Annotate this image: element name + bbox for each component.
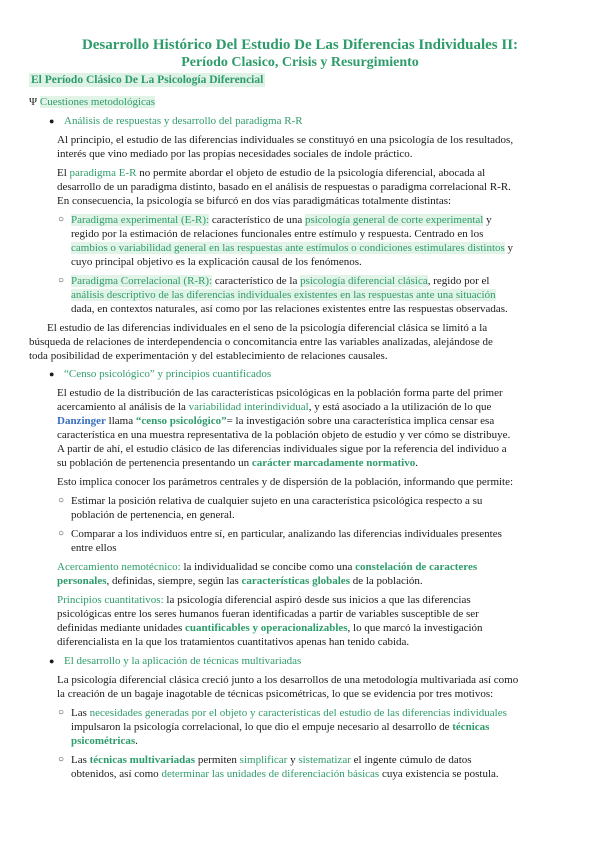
sub2-p4-line: diferencialista en la que los tratamientos cuantitativos apenas han tenido cabida. [57,636,410,648]
circle-bullet-icon: ○ [58,275,65,286]
sub2-p1-line [57,414,494,428]
text: , y está asociado a la utilización de lo que [308,401,492,413]
circle-bullet-icon: ○ [58,528,65,539]
sub1-item1-line: cuyo principal objetivo es la explicación causal de los fenómenos. [71,256,362,268]
sub1-p2-line: desarrollo de un paradigma distinto, basado en el análisis de respuestas o paradigma correlacional R-R. [57,181,511,193]
sub2-title: “Censo psicológico” y principios cuantificados [64,368,272,380]
term-variabilidad: variabilidad interindividual [188,401,309,413]
text: característico de la [212,275,301,287]
sub2-p4-line: psicológicas entre los seres humanos fueran identificadas a partir de variables susceptible de ser [57,608,479,620]
sub3-item1-line [71,734,138,748]
bullet-icon: ● [49,116,55,126]
text: . [135,735,138,747]
term-psicologia-general: psicología general de corte experimental [304,214,484,226]
sub1-item1-line: regido por la estimación de relaciones funcionales entre estímulo y respuesta. Centrado en los [71,228,484,240]
text: , lo que marcó la investigación [347,622,483,634]
text: obtenidos, así como [71,768,162,780]
circle-bullet-icon: ○ [58,495,65,506]
sub2-p1-line: característica en una muestra representativa de la población objeto de estudio y ver cómo se distribuye. [57,429,511,441]
circle-bullet-icon: ○ [58,214,65,225]
term-normativo: carácter marcadamente normativo [251,457,416,469]
sub2-p1-line: A partir de ahí, el estudio clásico de las diferencias individuales sigue por la referencia del individuo a [57,443,507,455]
term-principios: Principios cuantitativos: [57,594,164,606]
psi-icon: Ψ [29,96,38,108]
bullet-icon: ● [49,656,55,666]
term-acercamiento: Acercamiento nemotécnico: [57,561,181,573]
sub1-p3-line: toda posibilidad de experimentación y del establecimiento de relaciones causales. [29,350,388,362]
sub3-p1-line: La psicología diferencial clásica creció junto a los desarrollos de una metodología multivariada así como [57,674,519,686]
term-psicometricas: psicométricas [71,735,136,747]
text: la psicología diferencial aspiró desde sus inicios a que las diferencias [163,594,471,606]
sub2-item-line: Estimar la posición relativa de cualquier sujeto en una característica psicológica respecto a su [71,495,483,507]
sub2-item-line: Comparar a los individuos entre sí, en particular, analizando las diferencias individuales presentes [71,528,502,540]
bullet-icon: ● [49,369,55,379]
sub3-p1-line: la creación de un bagaje inagotable de técnicas psicométricas, lo que se evidencia por tres motivos: [57,688,494,700]
term-analisis-descriptivo: análisis descriptivo de las diferencias individuales existentes en las respuestas ante una situación [71,289,496,301]
text: de la población. [349,575,423,587]
text: Las [71,707,90,719]
text: llama [105,415,136,427]
sub3-item2-line [71,753,472,767]
text: Las [71,754,90,766]
sub2-p1-line [57,456,418,470]
text: . [415,457,418,469]
text: , definidas, siempre, según las [106,575,242,587]
term-multivariadas: técnicas multivariadas [89,754,196,766]
sub2-p3-line [57,560,477,574]
sub2-p3-line [57,574,423,588]
text: permiten [195,754,240,766]
sub2-p1-line [57,400,491,414]
sub1-item2-line [71,274,489,288]
sub1-p1-line: interés que vino mediado por las propias necesidades sociales de índole práctico. [57,148,413,160]
text: y [483,214,492,226]
sub2-p2: Esto implica conocer los parámetros centrales y de dispersión de la población, informando que permite: [57,476,514,488]
methodology-heading [29,95,155,109]
sub1-item2-line: dada, en contextos naturales, así como por las relaciones existentes entre las respuestas observadas. [71,303,508,315]
sub2-p4-line [57,621,483,635]
term-unidades: determinar las unidades de diferenciación básicas [161,768,380,780]
text: y [504,242,514,254]
text: cuya existencia se postula. [379,768,499,780]
sub2-p1-line: El estudio de la distribución de las características psicológicas en la población forma parte del primer [57,387,503,399]
term-paradigma-experimental: Paradigma experimental (E-R): [71,214,210,226]
sub2-item-line: entre ellos [71,542,117,554]
sub1-p1-line: Al principio, el estudio de las diferencias individuales se constituyó en una psicología de los resultados, [57,134,514,146]
term-psicologia-diferencial: psicología diferencial clásica [300,275,428,287]
text: no permite abordar el objeto de estudio de la psicología diferencial, abocada al [136,167,486,179]
sub1-item1-line [71,241,513,255]
text: y [287,754,299,766]
term-sistematizar: sistematizar [298,754,351,766]
text: impulsaron la psicología correlacional, lo que dio el empuje necesario al desarrollo de [71,721,453,733]
author-danzinger: Danzinger [57,415,106,427]
circle-bullet-icon: ○ [58,707,65,718]
term-paradigma-er: paradigma E-R [69,167,137,179]
sub1-p2-line: En consecuencia, la psicología se bifurcó en dos vías paradigmáticas totalmente distintas: [57,195,452,207]
term-globales: características globales [241,575,350,587]
text: acercamiento al análisis de la [57,401,189,413]
text: el ingente cúmulo de datos [350,754,472,766]
section-title: El Período Clásico De La Psicología Diferencial [31,74,264,86]
text: definidas mediante unidades [57,622,185,634]
document-subtitle: Período Clasico, Crisis y Resurgimiento [181,55,419,70]
term-simplificar: simplificar [239,754,288,766]
term-cambios-variabilidad: cambios o variabilidad general en las respuestas ante estímulos o condiciones estimulares distintos [71,242,505,254]
sub1-p3-line: búsqueda de relaciones de interdependencia o concomitancia entre las variables analizadas, alejándose de [29,336,493,348]
term-paradigma-correlacional: Paradigma Correlacional (R-R): [71,275,213,287]
sub3-item1-line [71,720,489,734]
methodology-heading-label: Cuestiones metodológicas [39,96,156,108]
sub2-item-line: población de pertenencia, en general. [71,509,235,521]
text: su población de pertenencia presentando un [57,457,252,469]
text: característico de una [209,214,305,226]
sub2-p4-line [57,593,471,607]
document-title: Desarrollo Histórico Del Estudio De Las Diferencias Individuales II: [81,37,519,53]
text: la individualidad se concibe como una [180,561,356,573]
term-constelacion: constelación de caracteres [355,561,478,573]
term-tecnicas: técnicas [452,721,490,733]
text: , regido por el [427,275,490,287]
term-personales: personales [57,575,107,587]
sub3-item1-line [71,706,507,720]
sub1-p2-line [57,166,485,180]
sub3-title: El desarrollo y la aplicación de técnicas multivariadas [64,655,302,667]
text: El [57,167,70,179]
term-necesidades: necesidades generadas por el objeto y características del estudio de las diferencias individuales [89,707,507,719]
circle-bullet-icon: ○ [58,754,65,765]
sub1-p3-line: El estudio de las diferencias individuales en el seno de la psicología diferencial clásica se limitó a la [47,322,488,334]
sub1-title: Análisis de respuestas y desarrollo del paradigma R-R [64,115,303,127]
term-cuantificables: cuantificables y operacionalizables [185,622,348,634]
sub1-item1-line [71,213,492,227]
text: = la investigación sobre una característica implica censar esa [226,415,495,427]
sub1-item2-line [71,288,496,302]
term-censo: “censo psicológico” [135,415,227,427]
sub3-item2-line [71,767,499,781]
